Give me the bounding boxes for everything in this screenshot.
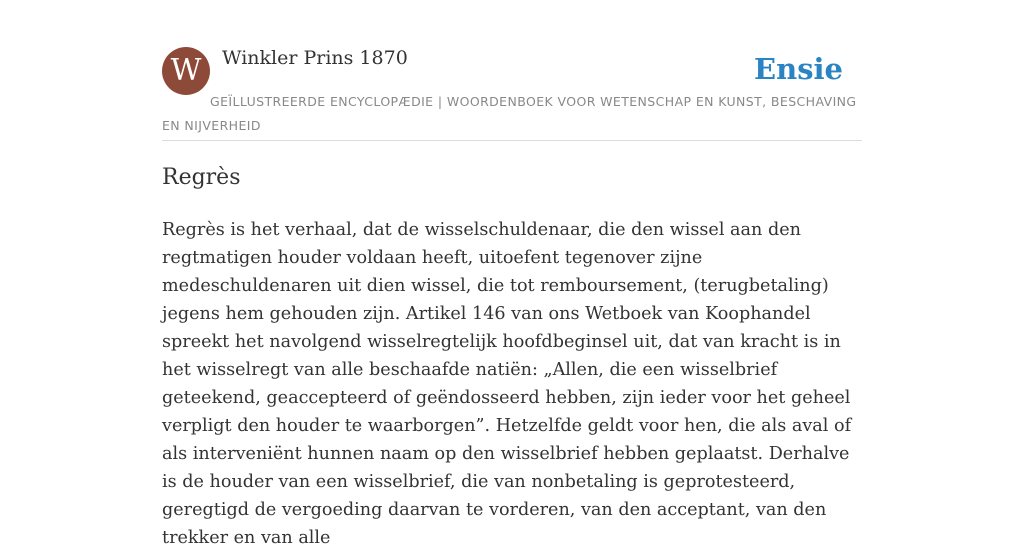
article-title: Regrès [162, 165, 241, 190]
article-body: Regrès is het verhaal, dat de wisselschuldenaar, die den wissel aan den regtmatigen houder voldaan heeft, uitoefent tegenover zijne medeschuldenaren uit dien wissel, die tot remboursement, (terugbetaling) jegens hem gehouden zijn. Artikel 146 van ons Wetboek van Koophandel spreekt het navolgend wisselregtelijk hoofdbeginsel uit, dat van kracht is in het wisselregt van alle beschaafde natiën: „Allen, die een wisselbrief geteekend, geaccepteerd of geëndosseerd hebben, zijn ieder voor het geheel verpligt den houder te waarborgen”. Hetzelfde geldt voor hen, die als aval of als interveniënt hunnen naam op den wisselbrief hebben geplaatst. Derhalve is de houder van een wisselbrief, die van nonbetaling is geprotesteerd, geregtigd de vergoeding daarvan te vorderen, van den acceptant, van den trekker en van alle [162, 220, 852, 548]
brand-logo[interactable]: Ensie [754, 52, 843, 86]
site-header [162, 46, 862, 141]
site-name-link[interactable]: Winkler Prins 1870 [222, 47, 408, 69]
site-subtitle: GEÏLLUSTREERDE ENCYCLOPÆDIE | WOORDENBOEK VOOR WETENSCHAP EN KUNST, BESCHAVING EN NIJVERHEID [162, 94, 857, 133]
avatar[interactable]: W [162, 47, 210, 95]
